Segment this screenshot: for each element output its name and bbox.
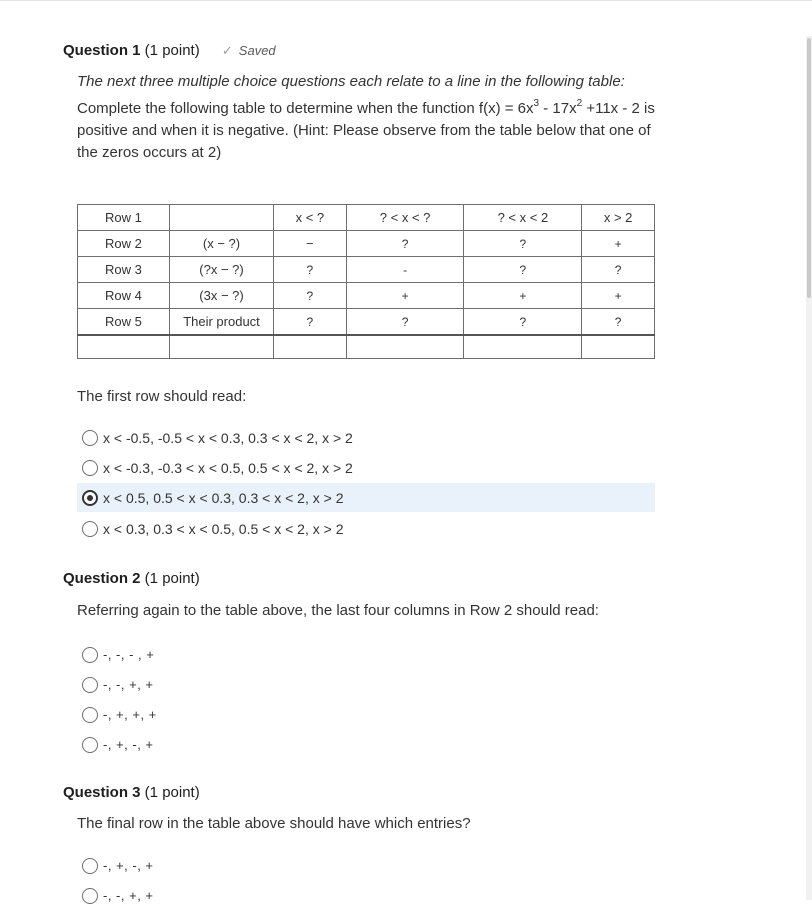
- q2-option-1[interactable]: [77, 640, 655, 669]
- table-cell: [274, 335, 347, 359]
- table-row: [78, 283, 655, 309]
- prompt-part-c: +11x - 2 is positive and when it is negative. (Hint: Please observe from the table below that one of the zeros occurs at 2): [77, 100, 655, 161]
- prompt-part-b: - 17x: [539, 100, 577, 117]
- table-cell: ?: [582, 257, 655, 283]
- option-label: -, -, +, +: [103, 888, 154, 903]
- option-label: -, -, +, +: [103, 677, 154, 692]
- q1-option-2[interactable]: [77, 453, 655, 482]
- table-cell: [464, 335, 582, 359]
- table-cell: x < ?: [274, 205, 347, 231]
- table-cell: [346, 335, 464, 359]
- table-cell: ?: [274, 257, 347, 283]
- q2-option-4[interactable]: [77, 730, 655, 759]
- question-2-points: (1 point): [140, 570, 200, 587]
- option-label: x < 0.3, 0.3 < x < 0.5, 0.5 < x < 2, x > 2: [103, 520, 344, 537]
- table-cell: +: [582, 231, 655, 257]
- radio-button[interactable]: [82, 888, 98, 904]
- saved-indicator: [222, 43, 276, 59]
- question-2-title: Question 2: [63, 570, 141, 587]
- radio-button[interactable]: [82, 677, 98, 693]
- q1-option-1[interactable]: [77, 423, 655, 452]
- table-cell: Row 4: [78, 283, 170, 309]
- checkmark-icon: ✓: [221, 43, 233, 58]
- exponent-3: 3: [533, 98, 540, 109]
- radio-button-selected[interactable]: [82, 490, 98, 506]
- table-cell: ?: [464, 257, 582, 283]
- table-row-empty: [78, 335, 655, 359]
- table-cell: [170, 335, 274, 359]
- table-row: [78, 309, 655, 336]
- table-row: [78, 257, 655, 283]
- option-label: -, +, -, +: [103, 858, 154, 873]
- exponent-2: 2: [576, 98, 583, 109]
- table-cell: x > 2: [582, 205, 655, 231]
- radio-button[interactable]: [82, 707, 98, 723]
- question-3-title: Question 3: [63, 784, 141, 801]
- q2-option-2[interactable]: [77, 670, 655, 699]
- q2-option-3[interactable]: [77, 700, 655, 729]
- question-1-points: (1 point): [140, 42, 200, 59]
- radio-button[interactable]: [82, 460, 98, 476]
- table-cell: ? < x < 2: [464, 205, 582, 231]
- table-cell: Their product: [170, 309, 274, 336]
- option-label: x < 0.5, 0.5 < x < 0.3, 0.3 < x < 2, x > 2: [103, 489, 344, 506]
- radio-button[interactable]: [82, 737, 98, 753]
- scrollbar-thumb[interactable]: [807, 38, 811, 298]
- q3-option-1[interactable]: [77, 851, 655, 880]
- prompt-part-a: Complete the following table to determine when the function f(x) = 6x: [77, 100, 534, 117]
- question-1-intro: The next three multiple choice questions each relate to a line in the following table:: [77, 73, 625, 90]
- sign-table: [77, 204, 655, 359]
- table-row: [78, 231, 655, 257]
- table-cell: ?: [464, 309, 582, 336]
- table-cell: ?: [582, 309, 655, 336]
- radio-button[interactable]: [82, 647, 98, 663]
- q1-option-3[interactable]: [77, 483, 655, 512]
- q1-option-4[interactable]: [77, 514, 655, 543]
- table-cell: −: [274, 231, 347, 257]
- option-label: -, +, -, +: [103, 737, 154, 752]
- table-cell: ? < x < ?: [346, 205, 464, 231]
- table-cell: Row 3: [78, 257, 170, 283]
- question-1-text: The first row should read:: [77, 388, 247, 405]
- question-3-header: [63, 784, 200, 801]
- question-1-prompt: [77, 98, 657, 164]
- question-2-header: [63, 570, 200, 587]
- table-cell: [78, 335, 170, 359]
- table-cell: ?: [346, 309, 464, 336]
- table-cell: (3x − ?): [170, 283, 274, 309]
- table-cell: ?: [346, 231, 464, 257]
- table-cell: +: [582, 283, 655, 309]
- radio-button[interactable]: [82, 858, 98, 874]
- option-label: -, -, - , +: [103, 647, 155, 662]
- table-cell: Row 5: [78, 309, 170, 336]
- question-3-text: The final row in the table above should have which entries?: [77, 815, 471, 832]
- table-cell: [170, 205, 274, 231]
- q3-option-2[interactable]: [77, 881, 655, 910]
- table-cell: ?: [464, 231, 582, 257]
- table-cell: ?: [274, 283, 347, 309]
- question-3-points: (1 point): [140, 784, 200, 801]
- table-cell: +: [464, 283, 582, 309]
- saved-label: Saved: [238, 43, 276, 58]
- table-row: [78, 205, 655, 231]
- question-1-header: [63, 42, 276, 59]
- question-2-text: Referring again to the table above, the last four columns in Row 2 should read:: [77, 602, 599, 619]
- table-cell: (?x − ?): [170, 257, 274, 283]
- table-cell: -: [346, 257, 464, 283]
- question-1-title: Question 1: [63, 42, 141, 59]
- table-cell: +: [346, 283, 464, 309]
- table-cell: [582, 335, 655, 359]
- table-cell: Row 1: [78, 205, 170, 231]
- table-cell: (x − ?): [170, 231, 274, 257]
- option-label: -, +, +, +: [103, 707, 157, 722]
- option-label: x < -0.5, -0.5 < x < 0.3, 0.3 < x < 2, x > 2: [103, 429, 353, 446]
- radio-button[interactable]: [82, 430, 98, 446]
- radio-button[interactable]: [82, 521, 98, 537]
- table-cell: Row 2: [78, 231, 170, 257]
- table-cell: ?: [274, 309, 347, 336]
- top-border: [0, 0, 812, 1]
- option-label: x < -0.3, -0.3 < x < 0.5, 0.5 < x < 2, x > 2: [103, 459, 353, 476]
